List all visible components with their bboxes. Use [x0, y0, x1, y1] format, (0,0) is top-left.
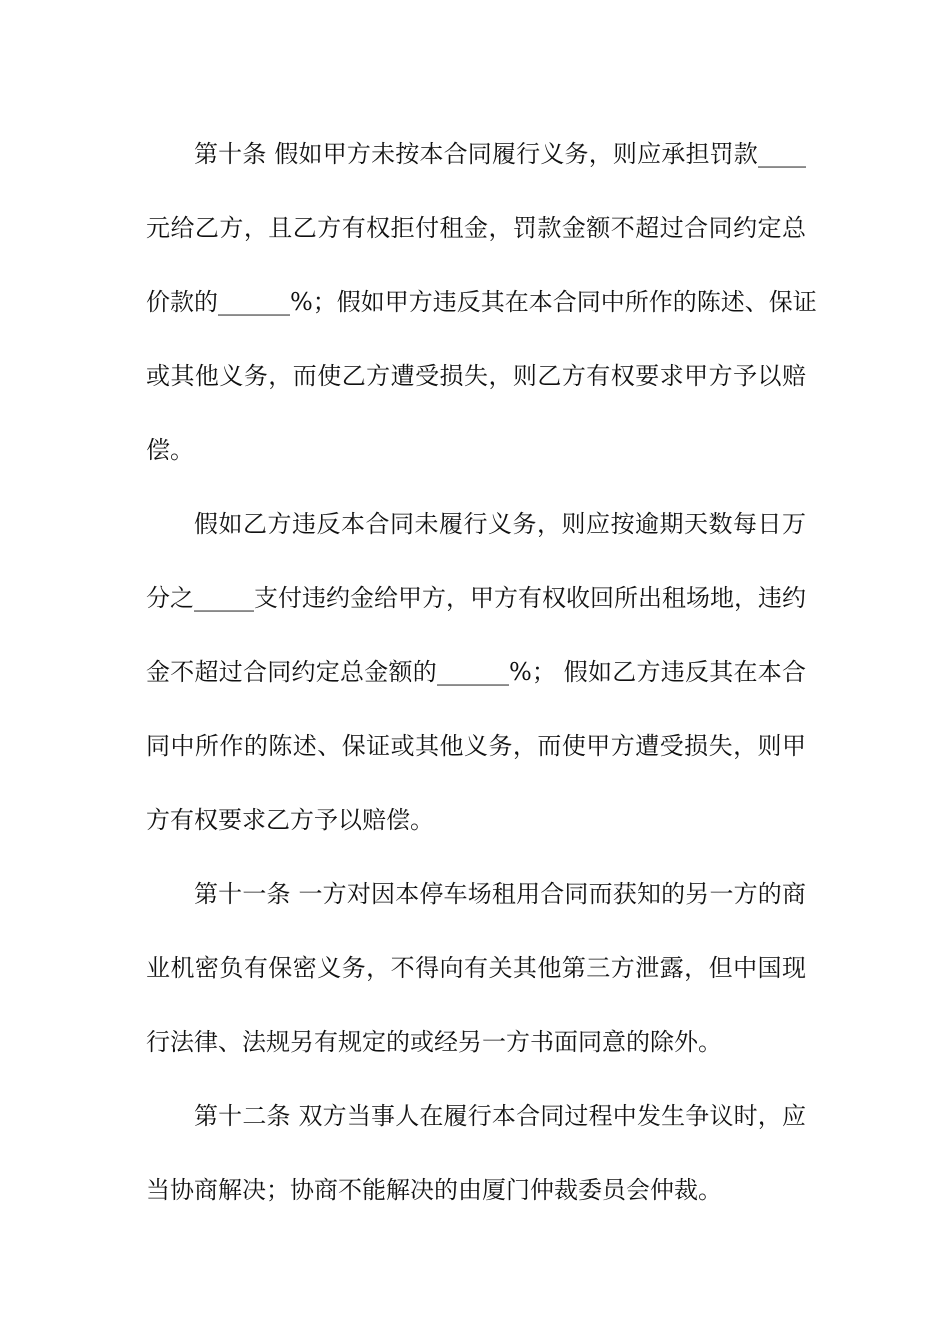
paragraph-2-line-2: 分之_____支付违约金给甲方，甲方有权收回所出租场地，违约	[146, 584, 806, 612]
article-12-line-1: 第十二条 双方当事人在履行本合同过程中发生争议时，应	[194, 1102, 806, 1130]
article-10-line-5: 偿。	[146, 436, 194, 464]
article-10-line-4: 或其他义务，而使乙方遭受损失，则乙方有权要求甲方予以赔	[146, 362, 806, 390]
paragraph-2-line-4: 同中所作的陈述、保证或其他义务，而使甲方遭受损失，则甲	[146, 732, 806, 760]
paragraph-2-line-3: 金不超过合同约定总金额的______%； 假如乙方违反其在本合	[146, 658, 806, 686]
article-12-line-2: 当协商解决；协商不能解决的由厦门仲裁委员会仲裁。	[146, 1176, 722, 1204]
article-10-line-1: 第十条 假如甲方未按本合同履行义务，则应承担罚款____	[194, 140, 806, 168]
article-10-line-3: 价款的______%；假如甲方违反其在本合同中所作的陈述、保证	[146, 288, 817, 316]
article-11-line-1: 第十一条 一方对因本停车场租用合同而获知的另一方的商	[194, 880, 806, 908]
paragraph-2-line-1: 假如乙方违反本合同未履行义务，则应按逾期天数每日万	[194, 510, 806, 538]
article-11-line-3: 行法律、法规另有规定的或经另一方书面同意的除外。	[146, 1028, 722, 1056]
article-10-line-2: 元给乙方，且乙方有权拒付租金，罚款金额不超过合同约定总	[146, 214, 806, 242]
article-11-line-2: 业机密负有保密义务，不得向有关其他第三方泄露，但中国现	[146, 954, 806, 982]
paragraph-2-line-5: 方有权要求乙方予以赔偿。	[146, 806, 434, 834]
